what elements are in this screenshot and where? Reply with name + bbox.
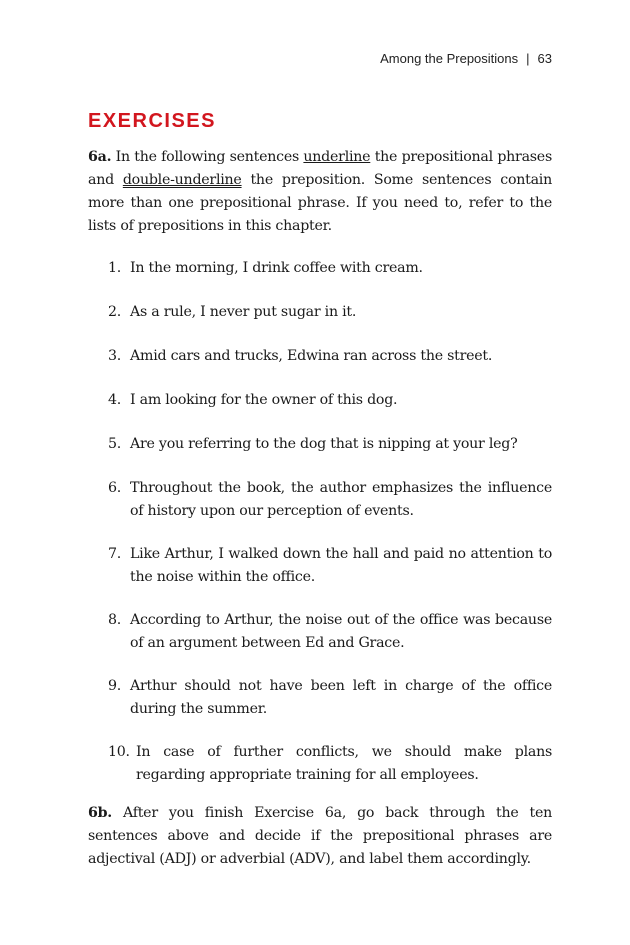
underline-word: underline bbox=[303, 149, 371, 165]
page-number: 63 bbox=[537, 51, 552, 66]
instruction-text: In the following sentences bbox=[111, 149, 304, 165]
sentence-number: 9. bbox=[108, 678, 122, 694]
sentence-item bbox=[108, 477, 552, 523]
instruction-text: the preposition. Some sentences contain more than one prepositional phrase. If you need to, refer to the lists of prepositions in this chapter. bbox=[88, 172, 552, 234]
sentence-number: 7. bbox=[108, 546, 122, 562]
sentence-item bbox=[108, 433, 552, 456]
exercise-6b-label: 6b. bbox=[88, 805, 112, 821]
sentence-text: Like Arthur, I walked down the hall and paid no attention to the noise within the office. bbox=[130, 546, 552, 585]
exercise-6a-label: 6a. bbox=[88, 149, 112, 165]
sentence-text: In the morning, I drink coffee with cream. bbox=[130, 260, 423, 276]
exercise-6b-instructions bbox=[88, 802, 552, 871]
sentence-text: As a rule, I never put sugar in it. bbox=[130, 304, 357, 320]
sentence-number: 1. bbox=[108, 260, 122, 276]
sentence-number: 5. bbox=[108, 436, 122, 452]
sentence-item bbox=[108, 345, 552, 368]
sentence-text: I am looking for the owner of this dog. bbox=[130, 392, 398, 408]
chapter-title: Among the Prepositions bbox=[380, 51, 519, 66]
section-title: EXERCISES bbox=[88, 110, 216, 132]
sentence-number: 2. bbox=[108, 304, 122, 320]
exercise-6a-instructions bbox=[88, 146, 552, 238]
sentence-number: 3. bbox=[108, 348, 122, 364]
sentence-number: 6. bbox=[108, 480, 122, 496]
sentence-number: 10. bbox=[108, 744, 130, 760]
sentence-text: Arthur should not have been left in charge of the office during the summer. bbox=[130, 678, 552, 717]
sentence-number: 8. bbox=[108, 612, 122, 628]
sentence-item bbox=[108, 543, 552, 589]
sentence-text: Are you referring to the dog that is nipping at your leg? bbox=[130, 436, 518, 452]
sentence-item bbox=[108, 609, 552, 655]
sentence-text: Throughout the book, the author emphasizes the influence of history upon our perception of events. bbox=[130, 480, 552, 519]
sentence-text: In case of further conflicts, we should make plans regarding appropriate training for all employees. bbox=[136, 744, 552, 783]
instruction-text: After you finish Exercise 6a, go back through the ten sentences above and decide if the prepositional phrases are adjectival (ADJ) or adverbial (ADV), and label them accordingly. bbox=[88, 805, 552, 867]
sentence-item bbox=[108, 389, 552, 412]
sentence-item bbox=[108, 301, 552, 324]
sentence-list bbox=[108, 257, 552, 787]
sentence-item bbox=[108, 257, 552, 280]
sentence-text: According to Arthur, the noise out of the office was because of an argument between Ed and Grace. bbox=[130, 612, 552, 651]
sentence-text: Amid cars and trucks, Edwina ran across the street. bbox=[130, 348, 493, 364]
sentence-item bbox=[108, 675, 552, 721]
running-header bbox=[380, 51, 552, 66]
sentence-item bbox=[108, 741, 552, 787]
double-underline-word: double-underline bbox=[122, 172, 242, 188]
sentence-number: 4. bbox=[108, 392, 122, 408]
instruction-text: the prepositional phrases and bbox=[88, 149, 552, 188]
header-separator: | bbox=[526, 51, 530, 66]
